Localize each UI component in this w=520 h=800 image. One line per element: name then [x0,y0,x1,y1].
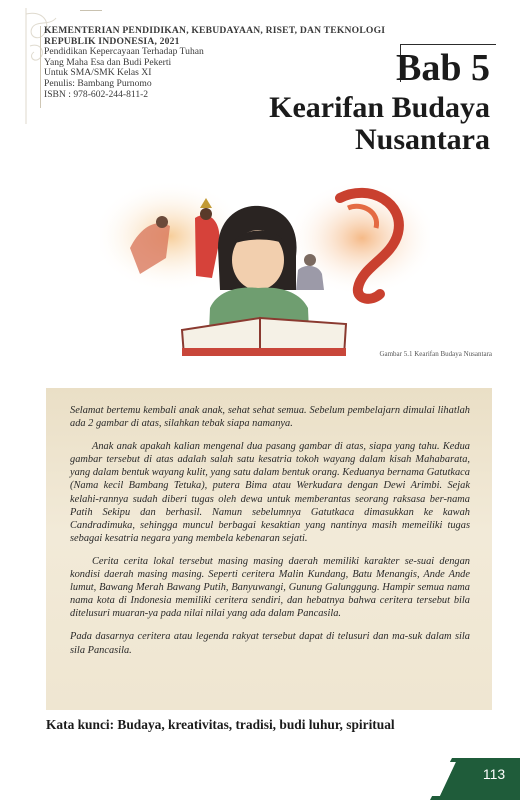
footer-bar [0,758,520,800]
meta-subject-1: Pendidikan Kepercayaan Terhadap Tuhan [44,46,204,58]
intro-paragraph-1: Selamat bertemu kembali anak anak, sehat sehat semua. Sebelum pembelajarn dimulai lihatlah ada 2 gambar di atas, silahkan tebak siapa namanya. [70,405,470,430]
chapter-title-line-1: Kearifan Budaya [269,91,490,124]
corner-rule [80,10,102,11]
chapter-title [170,92,490,156]
intro-paragraph-4: Pada dasarnya ceritera atau legenda rakyat tersebut dapat di telusuri dan ma-suk dalam sila sila Pancasila. [70,631,470,656]
chapter-number: Bab 5 [396,47,490,89]
chapter-title-line-2: Nusantara [354,123,490,156]
publication-meta [44,26,404,100]
meta-isbn: ISBN : 978-602-244-811-2 [44,88,149,100]
meta-republic: REPUBLIK INDONESIA, 2021 [44,35,180,47]
chapter-illustration [100,178,430,356]
meta-author: Penulis: Bambang Purnomo [44,77,152,89]
intro-paragraph-3: Cerita cerita lokal tersebut masing masing daerah memiliki karakter se-suai dengan kondisi daerah masing masing. Seperti ceritera Malin Kundang, Batu Menangis, Ande Ande lumut, Bawang Merah Bawang Putih, Banyuwangi, Gunung Galunggung. Hampir semua nama nama kota di Indonesia memiliki ceritera sendiri, dan hebatnya bahwa ceritera tersebut bila ditelusuri muaran-ya pada nilai nilai yang ada dalam Pancasila. [70,555,470,620]
intro-text-box [46,388,492,710]
intro-text [70,404,470,667]
figure-caption: Gambar 5.1 Kearifan Budaya Nusantara [379,350,492,358]
page-number: 113 [482,766,506,782]
keywords: Kata kunci: Budaya, kreativitas, tradisi, budi luhur, spiritual [46,717,395,732]
meta-grade: Untuk SMA/SMK Kelas XI [44,67,152,79]
chapter-frame-top [400,44,496,45]
meta-ministry: KEMENTERIAN PENDIDIKAN, KEBUDAYAAN, RISET, DAN TEKNOLOGI [44,25,386,36]
meta-subject-2: Yang Maha Esa dan Budi Pekerti [44,56,172,68]
meta-side-rule [40,26,41,108]
intro-paragraph-2: Anak anak apakah kalian mengenal dua pasang gambar di atas, siapa yang tahu. Kedua gambar tersebut di atas adalah salah satu kesatria tokoh wayang dalam kisah Mahabarata, yang dalam bentuk wayang kulit, yang satu dalam bentuk orang. Keduanya bernama Gatutkaca (Nama kecil Bambang Tetuka), putera Bima atau Werkudara dengan Dewi Arimbi. Sejak kelahi-rannya sudah diberi tugas oleh dewa untuk memberantas seorang raksasa ber-nama Patih Sekipu dan berhasil. Namun sebelumnya Gatutkaca dimasukkan ke kawah Candradimuka, sehingga muncul berbagai kesaktian yang nantinya masih memeiliki tugas sebagai kesatria negara yang membela kebenaran sejati. [70,441,470,544]
